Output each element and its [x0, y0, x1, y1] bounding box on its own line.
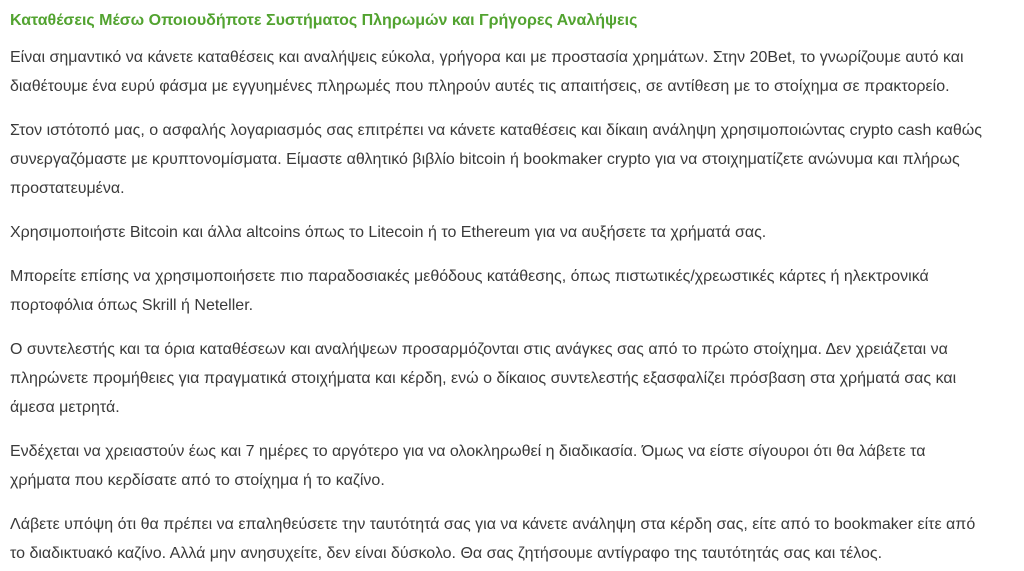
paragraph-line: συνεργαζόμαστε με κρυπτονομίσματα. Είμαστε αθλητικό βιβλίο bitcoin ή bookmaker crypto για να στοιχηματίζετε ανώνυμα και πλήρως: [10, 151, 960, 168]
paragraph-line: Λάβετε υπόψη ότι θα πρέπει να επαληθεύσετε την ταυτότητά σας για να κάνετε ανάληψη στα κέρδη σας, είτε από το bookmaker είτε από: [10, 516, 976, 533]
paragraph-line: Ο συντελεστής και τα όρια καταθέσεων και αναλήψεων προσαρμόζονται στις ανάγκες σας από το πρώτο στοίχημα. Δεν χρειάζεται να: [10, 341, 948, 358]
paragraph-identity-verification: [10, 510, 1024, 568]
paragraph-line: άμεσα μετρητά.: [10, 399, 120, 416]
paragraph-altcoins: [10, 218, 1024, 247]
paragraph-limits-fees: [10, 335, 1024, 422]
paragraph-line: προστατευμένα.: [10, 180, 125, 197]
paragraph-payments-intro: [10, 43, 1024, 101]
paragraph-line: Ενδέχεται να χρειαστούν έως και 7 ημέρες το αργότερο για να ολοκληρωθεί η διαδικασία. Όμως να είστε σίγουροι ότι θα λάβετε τα: [10, 443, 926, 460]
article-content: [10, 0, 1024, 568]
paragraph-line: χρήματα που κερδίσατε από το στοίχημα ή το καζίνο.: [10, 472, 385, 489]
paragraph-line: διαθέτουμε ένα ευρύ φάσμα με εγγυημένες πληρωμές που πληρούν αυτές τις απαιτήσεις, σε αντίθεση με το στοίχημα σε πρακτορείο.: [10, 78, 950, 95]
paragraph-line: Χρησιμοποιήστε Bitcoin και άλλα altcoins όπως το Litecoin ή το Ethereum για να αυξήσετε τα χρήματά σας.: [10, 224, 767, 241]
paragraph-crypto-account: [10, 116, 1024, 203]
paragraph-line: Είναι σημαντικό να κάνετε καταθέσεις και αναλήψεις εύκολα, γρήγορα και με προστασία χρημάτων. Στην 20Bet, το γνωρίζουμε αυτό και: [10, 49, 964, 66]
paragraph-line: Στον ιστότοπό μας, ο ασφαλής λογαριασμός σας επιτρέπει να κάνετε καταθέσεις και δίκαιη ανάληψη χρησιμοποιώντας crypto cash καθώς: [10, 122, 982, 139]
paragraph-traditional-methods: [10, 262, 1024, 320]
paragraph-line: Μπορείτε επίσης να χρησιμοποιήσετε πιο παραδοσιακές μεθόδους κατάθεσης, όπως πιστωτικές/χρεωστικές κάρτες ή ηλεκτρονικά: [10, 268, 929, 285]
section-heading: Καταθέσεις Μέσω Οποιουδήποτε Συστήματος Πληρωμών και Γρήγορες Αναλήψεις: [10, 12, 638, 29]
paragraph-line: το διαδικτυακό καζίνο. Αλλά μην ανησυχείτε, δεν είναι δύσκολο. Θα σας ζητήσουμε αντίγραφο της ταυτότητάς σας και τέλος.: [10, 545, 883, 562]
paragraph-processing-time: [10, 437, 1024, 495]
paragraph-line: πορτοφόλια όπως Skrill ή Neteller.: [10, 297, 254, 314]
paragraph-line: πληρώνετε προμήθειες για πραγματικά στοιχήματα και κέρδη, ενώ ο δίκαιος συντελεστής εξασφαλίζει πρόσβαση στα χρήματά σας και: [10, 370, 957, 387]
